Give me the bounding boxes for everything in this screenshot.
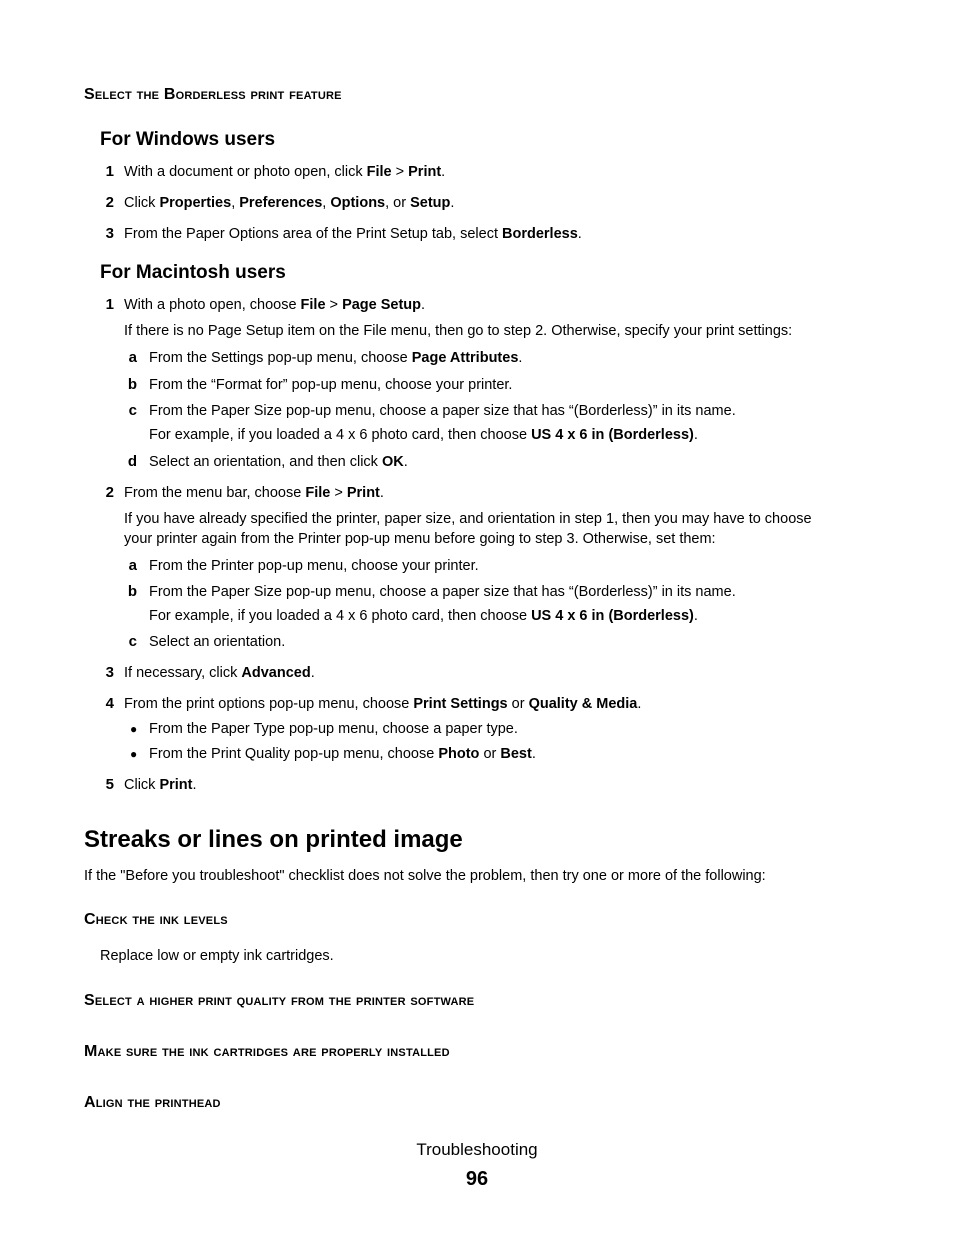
subheading-macintosh: For Macintosh users — [100, 262, 286, 283]
step-text: With a photo open, choose File > Page Setup. — [124, 297, 426, 313]
section-heading-check-ink: Check the ink levels — [84, 911, 228, 928]
step-number: 2 — [105, 484, 114, 501]
substep-text: From the Paper Size pop-up menu, choose a paper size that has “(Borderless)” in its name. — [149, 403, 736, 419]
substep-text: From the Paper Size pop-up menu, choose a paper size that has “(Borderless)” in its name. — [149, 584, 736, 600]
subheading-windows: For Windows users — [100, 129, 276, 150]
substep-letter: c — [128, 402, 137, 419]
bullet-icon: ● — [130, 722, 138, 736]
streaks-intro-text: If the "Before you troubleshoot" checklist does not solve the problem, then try one or more of the following: — [84, 868, 766, 884]
step-number: 4 — [105, 695, 114, 712]
step-text: From the Paper Options area of the Print Setup tab, select Borderless. — [124, 226, 582, 242]
substep-letter: b — [127, 376, 137, 393]
step-text: Click Properties, Preferences, Options, or Setup. — [124, 195, 455, 211]
bullet-icon: ● — [130, 747, 138, 761]
substep-text: Select an orientation, and then click OK. — [149, 454, 408, 470]
step-number: 1 — [105, 163, 114, 180]
section-heading-higher-quality: Select a higher print quality from the printer software — [84, 992, 475, 1009]
bullet-text: From the Print Quality pop-up menu, choose Photo or Best. — [149, 746, 536, 762]
step-note: If there is no Page Setup item on the File menu, then go to step 2. Otherwise, specify your print settings: — [124, 323, 793, 339]
step-text: From the print options pop-up menu, choose Print Settings or Quality & Media. — [124, 696, 642, 712]
bullet-text: From the Paper Type pop-up menu, choose a paper type. — [149, 721, 518, 737]
step-number: 5 — [105, 776, 114, 793]
section-heading-align: Align the printhead — [84, 1094, 221, 1111]
substep-letter: c — [128, 633, 137, 650]
substep-text: From the “Format for” pop-up menu, choose your printer. — [149, 377, 513, 393]
substep-text: Select an orientation. — [149, 634, 286, 650]
section-heading-borderless: Select the Borderless print feature — [84, 86, 342, 103]
step-note: your printer again from the Printer pop-up menu before going to step 3. Otherwise, set them: — [124, 531, 716, 547]
step-number: 2 — [105, 194, 114, 211]
step-text: Click Print. — [124, 777, 197, 793]
footer-page-number: 96 — [465, 1168, 489, 1190]
step-number: 3 — [105, 225, 114, 242]
substep-text: From the Settings pop-up menu, choose Page Attributes. — [149, 350, 523, 366]
substep-letter: a — [128, 557, 137, 574]
substep-text: For example, if you loaded a 4 x 6 photo card, then choose US 4 x 6 in (Borderless). — [149, 427, 698, 443]
section-title-streaks: Streaks or lines on printed image — [84, 826, 463, 853]
step-text: From the menu bar, choose File > Print. — [124, 485, 384, 501]
substep-text: From the Printer pop-up menu, choose your printer. — [149, 558, 479, 574]
substep-letter: a — [128, 349, 137, 366]
step-number: 3 — [105, 664, 114, 681]
substep-text: For example, if you loaded a 4 x 6 photo card, then choose US 4 x 6 in (Borderless). — [149, 608, 698, 624]
check-ink-text: Replace low or empty ink cartridges. — [100, 948, 334, 964]
substep-letter: b — [127, 583, 137, 600]
step-text: If necessary, click Advanced. — [124, 665, 315, 681]
substep-letter: d — [127, 453, 137, 470]
step-note: If you have already specified the printer, paper size, and orientation in step 1, then you may have to choose — [124, 511, 812, 527]
step-text: With a document or photo open, click File > Print. — [124, 164, 446, 180]
footer-section-label: Troubleshooting — [416, 1140, 538, 1159]
step-number: 1 — [105, 296, 114, 313]
section-heading-cartridges: Make sure the ink cartridges are properly installed — [84, 1043, 450, 1060]
